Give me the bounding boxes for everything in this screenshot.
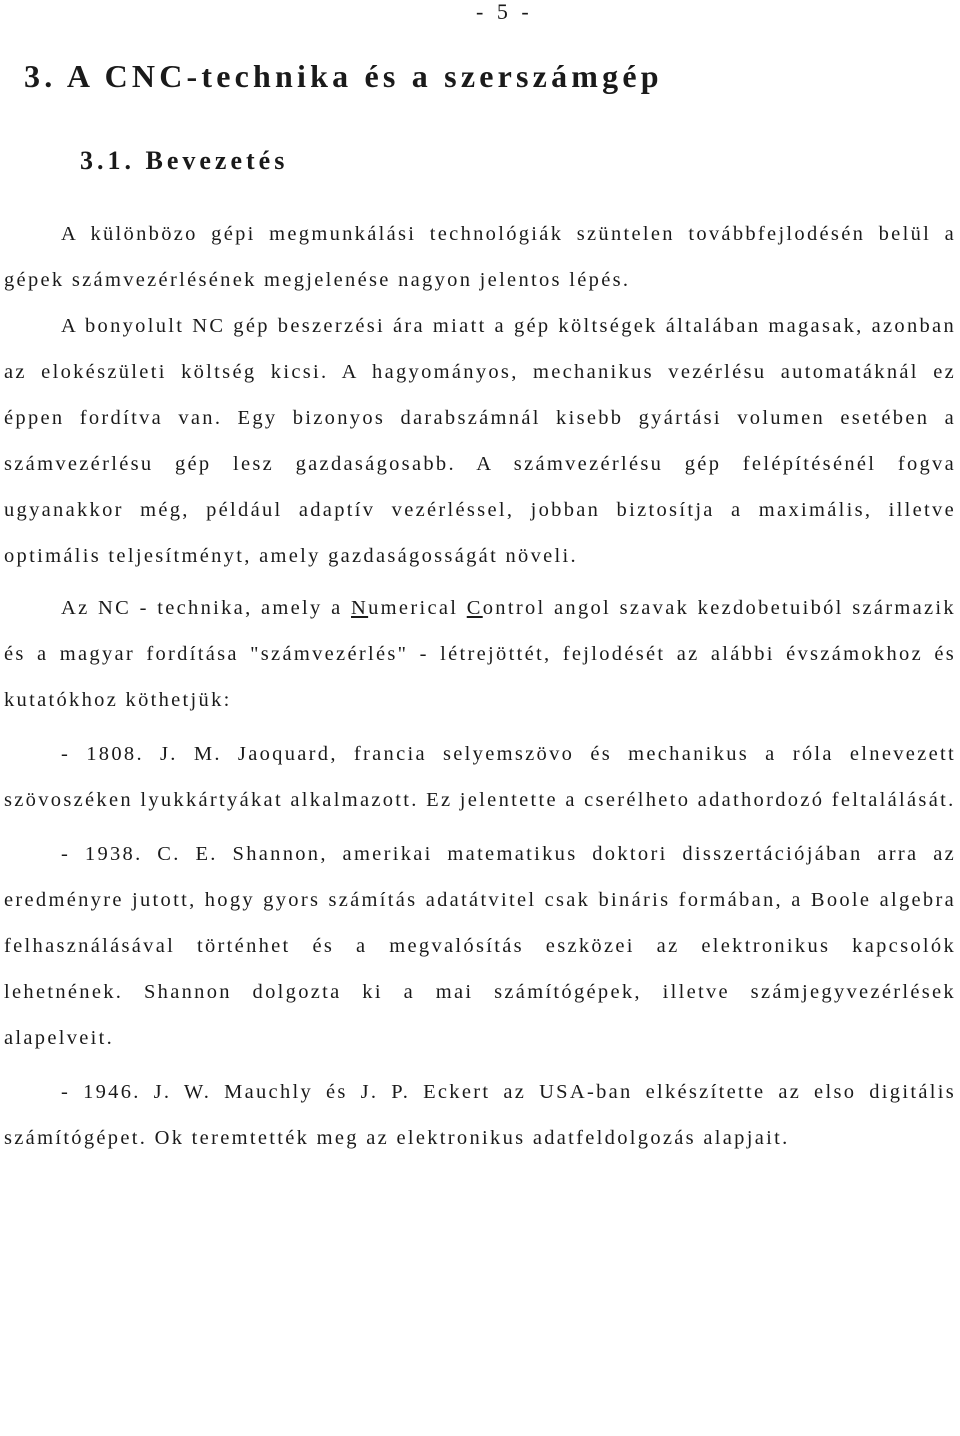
nc-origin-text-1: Az NC - technika, amely a (61, 597, 352, 619)
underlined-letter-n: N (351, 597, 369, 619)
underlined-letter-c: C (466, 597, 483, 619)
nc-origin-text-2: umerical (368, 597, 467, 619)
document-body (4, 211, 956, 1161)
section-title: 3.1. Bevezetés (80, 146, 289, 175)
paragraph-intro: A különbözo gépi megmunkálási technológiák szüntelen továbbfejlodésén belül a gépek számvezérlésének megjelenése nagyon jelentos lépés. (4, 223, 956, 291)
history-item-1938: - 1938. C. E. Shannon, amerikai matematikus doktori disszertációjában arra az eredményre jutott, hogy gyors számítás adatátvitel csak bináris formában, a Boole algebra felhasználásával történhet és a megvalósítás eszközei az elektronikus kapcsolók lehetnének. Shannon dolgozta ki a mai számítógépek, illetve számjegyvezérlések alapelveit. (4, 843, 956, 1049)
paragraph-nc-origin (4, 585, 956, 723)
history-item-1946: - 1946. J. W. Mauchly és J. P. Eckert az USA-ban elkészítette az elso digitális számítógépet. Ok teremtették meg az elektronikus adatfeldolgozás alapjait. (4, 1081, 956, 1149)
history-item-1808: - 1808. J. M. Jaoquard, francia selyemszövo és mechanikus a róla elnevezett szövoszéken lyukkártyákat alkalmazott. Ez jelentette a cserélheto adathordozó feltalálását. (4, 743, 956, 811)
chapter-title: 3. A CNC-technika és a szerszámgép (24, 58, 663, 94)
paragraph-cost: A bonyolult NC gép beszerzési ára miatt a gép költségek általában magasak, azonban az elokészületi költség kicsi. A hagyományos, mechanikus vezérlésu automatáknál ez éppen fordítva van. Egy bizonyos darabszámnál kisebb gyártási volumen esetében a számvezérlésu gép lesz gazdaságosabb. A számvezérlésu gép felépítésénél fogva ugyanakkor még, például adaptív vezérléssel, jobban biztosítja a maximális, illetve optimális teljesítményt, amely gazdaságosságát növeli. (4, 315, 956, 567)
nc-origin-text-3: ontrol angol szavak kezdobetuiból származik és a magyar fordítása "számvezérlés" - létrejöttét, fejlodését az alábbi évszámokhoz és kutatókhoz köthetjük: (4, 597, 956, 711)
page-number: - 5 - (476, 0, 533, 24)
